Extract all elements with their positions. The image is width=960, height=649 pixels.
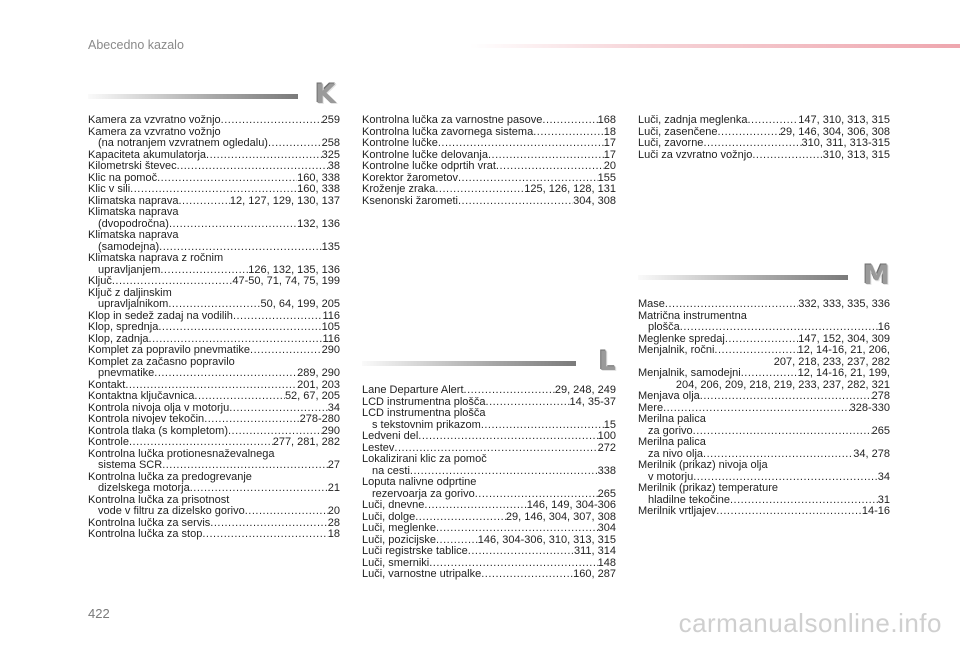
index-entry [638, 299, 890, 311]
index-term: Klop in sedež zadaj na vodilih [88, 309, 233, 322]
index-term: Kontrolna lučka za stop [88, 528, 203, 540]
index-term: Kontrolna lučka za servis [88, 516, 211, 529]
page-refs: 29, 146, 304, 306, 308 [779, 125, 890, 138]
index-subterm: pnevmatike [98, 367, 155, 379]
leader-dots [162, 460, 328, 472]
page-refs: 332, 333, 335, 336 [798, 298, 890, 310]
index-term: Klop, zadnja [88, 332, 149, 345]
index-column-3-m [638, 299, 890, 518]
index-term: Kontrola tlaka (s kompletom) [88, 424, 228, 437]
index-subterm: rezervoarja za gorivo [372, 487, 475, 500]
page-refs: 265 [597, 487, 616, 500]
leader-dots [486, 397, 570, 409]
index-column-1 [88, 115, 340, 541]
index-term: Kontrolna lučka protionesnaževalnega [88, 447, 275, 460]
index-term: Klimatska naprava [88, 229, 179, 241]
index-term: Kroženje zraka [362, 183, 436, 195]
page-refs: 27 [327, 459, 340, 471]
index-term: Kamera za vzvratno vožnjo [88, 125, 221, 138]
leader-dots [725, 334, 798, 346]
index-entry [362, 115, 616, 127]
leader-dots [693, 426, 872, 438]
index-term: Mase [638, 298, 665, 310]
index-term: Luči, dnevne [362, 499, 425, 511]
index-term: Luči za vzvratno vožnjo [638, 148, 753, 161]
index-entry [88, 345, 340, 357]
section-rule [88, 94, 298, 99]
leader-dots [221, 115, 322, 127]
index-entry [88, 357, 340, 380]
page-refs: 17 [603, 137, 616, 149]
page-refs: 272 [597, 441, 616, 454]
leader-dots [210, 518, 327, 530]
header-title: Abecedno kazalo [88, 38, 184, 52]
index-term: Luči, zasenčene [638, 125, 718, 138]
index-entry [362, 523, 616, 535]
index-term: Lestev [362, 441, 395, 454]
page-refs: 34 [877, 470, 890, 483]
index-term: Ksenonski žarometi [362, 194, 458, 207]
page-refs: 289, 290 [297, 367, 340, 379]
page-number: 422 [88, 606, 110, 621]
page-refs: 147, 310, 313, 315 [798, 114, 890, 126]
index-entry [88, 472, 340, 495]
leader-dots [718, 127, 780, 139]
page-refs: 125, 126, 128, 131 [524, 183, 616, 195]
index-subterm: plošča [648, 321, 680, 333]
page-refs: 168 [597, 114, 616, 126]
index-term: Kapaciteta akumulatorja [88, 148, 207, 161]
section-letter: M [863, 260, 890, 291]
index-entry [88, 230, 340, 253]
leader-dots [435, 184, 524, 196]
index-entry [638, 138, 890, 150]
index-term: Ključ z daljinskim [88, 286, 172, 299]
page-refs: 34, 278 [853, 447, 890, 460]
leader-dots [665, 299, 798, 311]
index-column-2-k [362, 115, 616, 207]
page-refs: 278 [871, 390, 890, 402]
page-refs: 310, 313, 315 [822, 148, 890, 161]
index-subterm: (dvopodročna) [98, 217, 169, 230]
leader-dots [190, 483, 328, 495]
index-subterm: upravljalnikom [98, 298, 169, 310]
page-refs: 116 [322, 332, 340, 345]
index-term: LCD instrumentna plošča [362, 395, 486, 408]
index-entry [362, 569, 616, 581]
page-refs: 12, 14-16, 21, 206, [797, 344, 890, 356]
leader-dots [741, 368, 798, 380]
index-subterm: za nivo olja [648, 447, 704, 460]
page-refs: 148 [597, 556, 616, 569]
page-refs: 328-330 [849, 401, 890, 414]
page-refs: 155 [597, 171, 616, 184]
index-term: Kontrolne lučke odprtih vrat [362, 160, 496, 172]
index-column-3-l [638, 115, 890, 161]
index-term: Kilometrski števec [88, 160, 177, 172]
page-refs: 310, 311, 313-315 [801, 137, 890, 149]
page-refs: 160, 338 [297, 183, 340, 195]
leader-dots [436, 523, 598, 535]
page-refs: 311, 314 [573, 545, 616, 557]
index-term: Luči, zavorne [638, 137, 704, 149]
page-refs: 20 [327, 505, 340, 517]
index-term: Kontrolne lučke delovanja [362, 148, 488, 161]
leader-dots [438, 138, 604, 150]
index-entry [638, 115, 890, 127]
leader-dots [112, 276, 233, 288]
leader-dots [158, 322, 321, 334]
index-term: Klimatska naprava [88, 194, 179, 207]
index-term: Klic v sili [88, 183, 131, 195]
index-term: Meglenke spredaj [638, 332, 725, 345]
index-term: Merilna palica [638, 436, 706, 448]
page-refs: 338 [597, 464, 616, 477]
index-entry [638, 460, 890, 483]
page-refs: 259 [321, 114, 340, 126]
page-refs: 126, 132, 135, 136 [248, 263, 340, 276]
index-entry [88, 127, 340, 150]
index-term: Menjava olja [638, 390, 700, 402]
page-refs: 29, 146, 304, 307, 308 [505, 510, 616, 523]
index-entry [88, 253, 340, 276]
index-term: Ledveni del [362, 430, 419, 442]
index-term: Merilnik vrtljajev [638, 505, 717, 517]
leader-dots [700, 391, 872, 403]
page-refs: 304, 308 [573, 194, 616, 207]
page-refs: 15 [603, 418, 616, 431]
leader-dots [730, 495, 878, 507]
page-refs: 34 [327, 401, 340, 414]
index-term: Menjalnik, samodejni [638, 367, 741, 379]
index-entry [88, 495, 340, 518]
leader-dots [179, 196, 230, 208]
index-entry [88, 414, 340, 426]
page-refs: 47-50, 71, 74, 75, 199 [232, 275, 340, 287]
page-refs: 31 [877, 493, 890, 506]
index-entry [362, 408, 616, 431]
leader-dots [250, 345, 322, 357]
index-entry [638, 150, 890, 162]
section-letter: L [598, 346, 616, 377]
leader-dots [169, 219, 297, 231]
page-refs: 304 [597, 522, 616, 534]
leader-dots [204, 414, 299, 426]
index-entry [638, 483, 890, 506]
leader-dots [533, 127, 604, 139]
index-entry [362, 385, 616, 397]
index-term: Luči, dolge [362, 510, 416, 523]
index-subterm: na cesti [372, 464, 410, 477]
section-head-k [88, 79, 336, 110]
leader-dots [458, 196, 573, 208]
index-term: Luči, smerniki [362, 556, 430, 569]
index-term: Kontrolna lučka za prisotnost [88, 493, 230, 506]
index-entry [362, 546, 616, 558]
leader-dots [154, 368, 297, 380]
page-refs: 277, 281, 282 [272, 436, 340, 448]
index-entry [638, 506, 890, 518]
index-subterm: (na notranjem vzvratnem ogledalu) [98, 137, 268, 149]
index-term: Lokalizirani klic za pomoč [362, 453, 487, 465]
page-refs: 146, 304-306, 310, 313, 315 [477, 533, 616, 546]
leader-dots [464, 385, 555, 397]
leader-dots [488, 150, 604, 162]
index-entry [638, 391, 890, 403]
section-head-l [362, 346, 616, 377]
page-refs: 201, 203 [297, 378, 340, 391]
leader-dots [177, 161, 328, 173]
index-entry [88, 529, 340, 541]
page-refs: 100 [597, 430, 616, 442]
page-refs: 132, 136 [297, 217, 340, 230]
section-letter: K [315, 79, 336, 110]
page-refs: 14-16 [861, 505, 890, 517]
leader-dots [202, 529, 327, 541]
leader-dots [496, 161, 604, 173]
index-entry [638, 345, 890, 368]
index-entry [88, 449, 340, 472]
index-term: Luči, pozicijske [362, 533, 436, 546]
index-term: Komplet za popravilo pnevmatike [88, 344, 251, 356]
leader-dots [481, 569, 573, 581]
leader-dots [130, 184, 297, 196]
page-refs: 258 [321, 137, 340, 149]
leader-dots [206, 150, 322, 162]
index-entry [638, 437, 890, 460]
leader-dots [716, 506, 862, 518]
page-refs: 50, 64, 199, 205 [260, 298, 340, 310]
leader-dots [468, 546, 574, 558]
index-subterm: hladilne tekočine [648, 493, 730, 506]
index-subterm: sistema SCR [98, 459, 163, 471]
index-entry [88, 288, 340, 311]
index-entry [638, 368, 890, 391]
leader-dots [245, 506, 328, 518]
leader-dots [268, 138, 322, 150]
section-rule [638, 275, 848, 280]
leader-dots [752, 150, 822, 162]
index-term: Merilnik (prikaz) nivoja olja [638, 459, 768, 471]
page-refs: 290 [321, 344, 340, 356]
index-term: Korektor žarometov [362, 171, 458, 184]
index-entry [362, 477, 616, 500]
page-refs: 290 [321, 424, 340, 437]
leader-dots [418, 431, 597, 443]
page-refs: 28 [327, 516, 340, 529]
index-term: Mere [638, 401, 664, 414]
leader-dots [233, 311, 323, 323]
page-refs: 12, 127, 129, 130, 137 [229, 194, 340, 207]
page-refs: 18 [603, 125, 616, 138]
index-subterm: dizelskega motorja [98, 482, 190, 494]
index-term: Merilnik (prikaz) temperature [638, 482, 778, 494]
page-refs: 160, 287 [573, 568, 616, 580]
page-refs: 147, 152, 304, 309 [798, 332, 890, 345]
index-term: Klop, sprednja [88, 321, 159, 333]
index-subterm: (samodejna) [98, 240, 160, 253]
index-entry [362, 431, 616, 443]
index-term: Kontrolne lučke [362, 137, 438, 149]
page-refs: 21 [327, 482, 340, 494]
index-entry [88, 322, 340, 334]
page-refs-cont: 207, 218, 233, 237, 282 [773, 355, 890, 368]
section-rule [362, 361, 576, 366]
index-term: Luči, zadnja meglenka [638, 114, 748, 126]
page-refs: 160, 338 [297, 171, 340, 184]
index-entry [638, 311, 890, 334]
leader-dots [168, 299, 260, 311]
page-refs: 146, 149, 304-306 [526, 499, 616, 511]
index-entry [362, 138, 616, 150]
index-entry [88, 276, 340, 288]
header-accent-bar [470, 44, 960, 48]
index-term: Lane Departure Alert [362, 384, 464, 396]
page-refs: 14, 35-37 [569, 395, 616, 408]
leader-dots [747, 115, 798, 127]
index-term: Kontaktna ključavnica [88, 390, 195, 402]
leader-dots [194, 391, 285, 403]
index-entry [88, 437, 340, 449]
index-term: Kontrola nivojev tekočin [88, 413, 205, 425]
page-refs: 52, 67, 205 [284, 390, 340, 402]
index-term: Kontrolna lučka za varnostne pasove [362, 114, 543, 126]
index-term: LCD instrumentna plošča [362, 407, 486, 419]
section-head-m [638, 260, 890, 291]
page-refs: 105 [321, 321, 340, 333]
page-refs: 29, 248, 249 [554, 384, 616, 396]
leader-dots [542, 115, 597, 127]
index-term: Loputa nalivne odprtine [362, 476, 477, 488]
page-refs: 135 [321, 240, 340, 253]
index-entry [88, 161, 340, 173]
leader-dots [481, 420, 604, 432]
index-term: Matrična instrumentna [638, 309, 747, 322]
page-refs: 18 [327, 528, 340, 540]
leader-dots [424, 500, 526, 512]
index-entry [362, 184, 616, 196]
leader-dots [157, 173, 297, 185]
leader-dots [129, 437, 273, 449]
index-column-2-l [362, 385, 616, 581]
page-refs: 17 [603, 148, 616, 161]
index-subterm: s tekstovnim prikazom [372, 418, 481, 431]
page-refs: 116 [322, 309, 340, 322]
index-entry [88, 184, 340, 196]
index-entry [638, 414, 890, 437]
index-subterm: za gorivo [648, 424, 693, 437]
page-refs: 265 [871, 424, 890, 437]
index-term: Klimatska naprava z ročnim [88, 252, 224, 264]
index-subterm: v motorju [648, 470, 694, 483]
index-subterm: upravljanjem [98, 263, 161, 276]
index-term: Menjalnik, ročni [638, 344, 715, 356]
leader-dots [680, 322, 878, 334]
leader-dots [714, 345, 797, 357]
index-term: Komplet za začasno popravilo [88, 355, 235, 368]
index-term: Ključ [88, 275, 112, 287]
leader-dots [703, 138, 801, 150]
page-refs: 16 [877, 321, 890, 333]
page-refs: 38 [327, 160, 340, 172]
index-entry [88, 391, 340, 403]
index-term: Kontrolna lučka za predogrevanje [88, 470, 252, 483]
watermark: carmanualsonline.info [678, 608, 942, 638]
index-term: Kontrolna lučka zavornega sistema [362, 125, 534, 138]
index-entry [362, 454, 616, 477]
index-term: Merilna palica [638, 413, 706, 425]
page-refs: 278-280 [299, 413, 340, 425]
index-term: Klic na pomoč [88, 171, 158, 184]
index-entry [362, 196, 616, 208]
index-entry [88, 207, 340, 230]
index-term: Luči, varnostne utripalke [362, 568, 482, 580]
index-term: Kontakt [88, 378, 126, 391]
page-refs: 325 [321, 148, 340, 161]
index-term: Kontrola nivoja olja v motorju [88, 401, 230, 414]
page-refs: 20 [603, 160, 616, 172]
index-term: Kamera za vzvratno vožnjo [88, 114, 221, 126]
index-term: Kontrole [88, 436, 129, 448]
page-refs-cont: 204, 206, 209, 218, 219, 233, 237, 282, 321 [675, 378, 890, 391]
index-term: Klimatska naprava [88, 206, 179, 218]
index-entry [88, 115, 340, 127]
index-subterm: vode v filtru za dizelsko gorivo [98, 505, 245, 517]
index-entry [362, 161, 616, 173]
page-refs: 12, 14-16, 21, 199, [797, 367, 890, 379]
index-term: Luči, meglenke [362, 522, 436, 534]
index-entry [362, 500, 616, 512]
index-term: Luči registrske tablice [362, 545, 468, 557]
